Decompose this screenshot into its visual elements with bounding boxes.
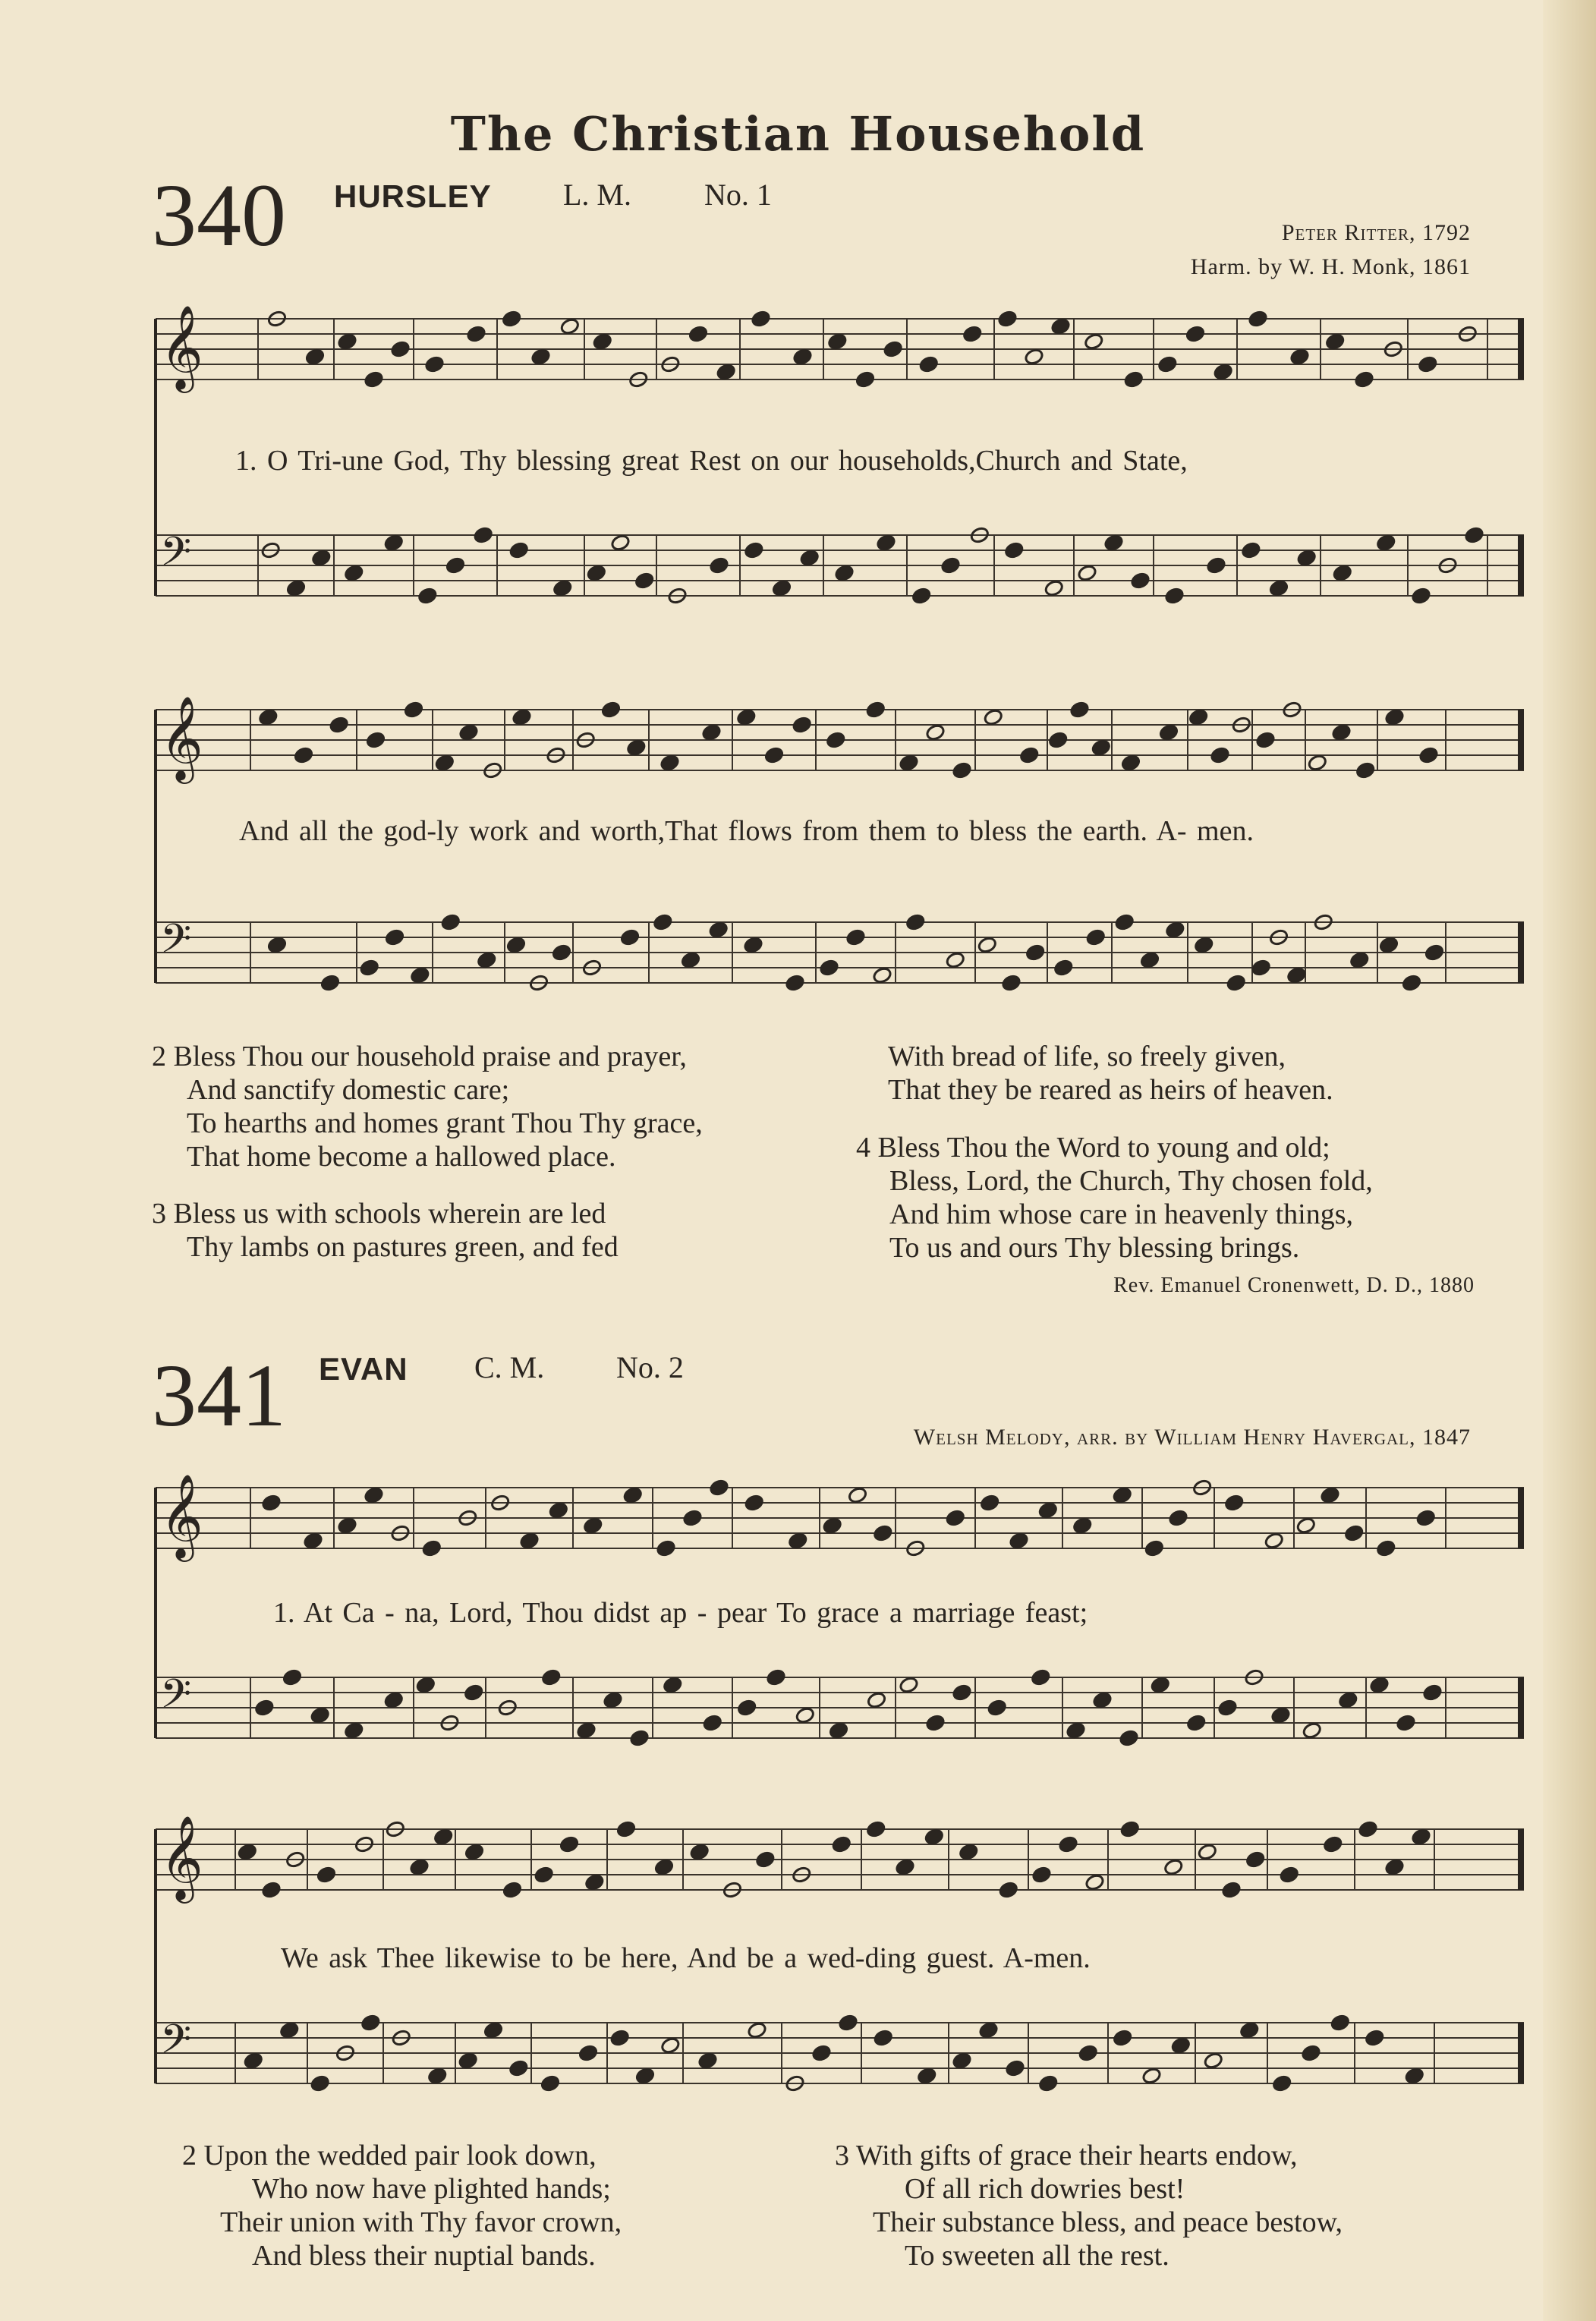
- lyric-line: And all the god-ly work and worth,That flows from them to bless the earth. A- men.: [239, 815, 1254, 847]
- stanza-line: And bless their nuptial bands.: [252, 2240, 596, 2272]
- arranger-credit: Harm. by W. H. Monk, 1861: [1190, 254, 1471, 279]
- stanza: [152, 1197, 619, 1264]
- svg-text:𝄞: 𝄞: [160, 695, 203, 780]
- author-credit: Rev. Emanuel Cronenwett, D. D., 1880: [1113, 1274, 1475, 1297]
- stanza-line: And sanctify domestic care;: [187, 1074, 510, 1106]
- stanza-line: With bread of life, so freely given,: [888, 1041, 1286, 1072]
- stanza-line: Their union with Thy favor crown,: [220, 2206, 622, 2238]
- stanza-line: 4 Bless Thou the Word to young and old;: [856, 1132, 1330, 1164]
- meter: C. M.: [474, 1350, 545, 1384]
- stanza-line: 2 Upon the wedded pair look down,: [182, 2140, 597, 2171]
- tune-name: EVAN: [319, 1351, 408, 1387]
- stanza-line: To hearths and homes grant Thou Thy grace,: [187, 1107, 703, 1139]
- hymn-number: 340: [152, 165, 286, 265]
- stanza-line: That they be reared as heirs of heaven.: [888, 1074, 1333, 1106]
- svg-text:𝄢: 𝄢: [160, 916, 192, 972]
- stanza: [835, 2139, 1343, 2272]
- meter: L. M.: [563, 178, 631, 212]
- stanza: [856, 1131, 1373, 1264]
- svg-text:𝄢: 𝄢: [160, 2017, 192, 2073]
- svg-text:𝄞: 𝄞: [160, 1815, 203, 1900]
- stanza-line: That home become a hallowed place.: [187, 1141, 616, 1173]
- stanza-line: 3 With gifts of grace their hearts endow,: [835, 2140, 1298, 2171]
- composer-credit: Peter Ritter, 1792: [1281, 220, 1471, 245]
- tune-name: HURSLEY: [334, 178, 492, 214]
- svg-text:𝄢: 𝄢: [160, 1671, 192, 1727]
- stanza-line: Their substance bless, and peace bestow,: [873, 2206, 1343, 2238]
- tune-number: No. 2: [616, 1350, 684, 1384]
- lyric-line: 1. At Ca - na, Lord, Thou didst ap - pear To grace a marriage feast;: [273, 1597, 1088, 1629]
- stanza-line: Thy lambs on pastures green, and fed: [187, 1231, 619, 1263]
- stanza: [182, 2139, 622, 2272]
- svg-text:𝄞: 𝄞: [160, 1473, 203, 1558]
- stanza-line: To sweeten all the rest.: [905, 2240, 1169, 2272]
- stanza-line: To us and ours Thy blessing brings.: [889, 1232, 1300, 1264]
- lyric-line: 1. O Tri-une God, Thy blessing great Rest on our households,Church and State,: [235, 445, 1188, 477]
- page-header: The Christian Household: [450, 106, 1146, 162]
- tune-number: No. 1: [704, 178, 772, 212]
- stanza-line: Who now have plighted hands;: [252, 2173, 611, 2205]
- stanza-line: Bless, Lord, the Church, Thy chosen fold,: [889, 1165, 1373, 1197]
- stanza: [152, 1040, 703, 1173]
- stanza-line: Of all rich dowries best!: [905, 2173, 1185, 2205]
- stanza-line: 2 Bless Thou our household praise and prayer,: [152, 1041, 687, 1072]
- composer-credit: Welsh Melody, arr. by William Henry Havergal, 1847: [913, 1425, 1471, 1450]
- stanza-line: 3 Bless us with schools wherein are led: [152, 1198, 606, 1230]
- stanza-line: And him whose care in heavenly things,: [889, 1198, 1354, 1230]
- stanza: [888, 1040, 1333, 1107]
- svg-text:𝄢: 𝄢: [160, 529, 192, 585]
- lyric-line: We ask Thee likewise to be here, And be a wed-ding guest. A-men.: [281, 1942, 1091, 1974]
- hymn-number: 341: [152, 1346, 286, 1445]
- svg-text:𝄞: 𝄞: [160, 304, 203, 389]
